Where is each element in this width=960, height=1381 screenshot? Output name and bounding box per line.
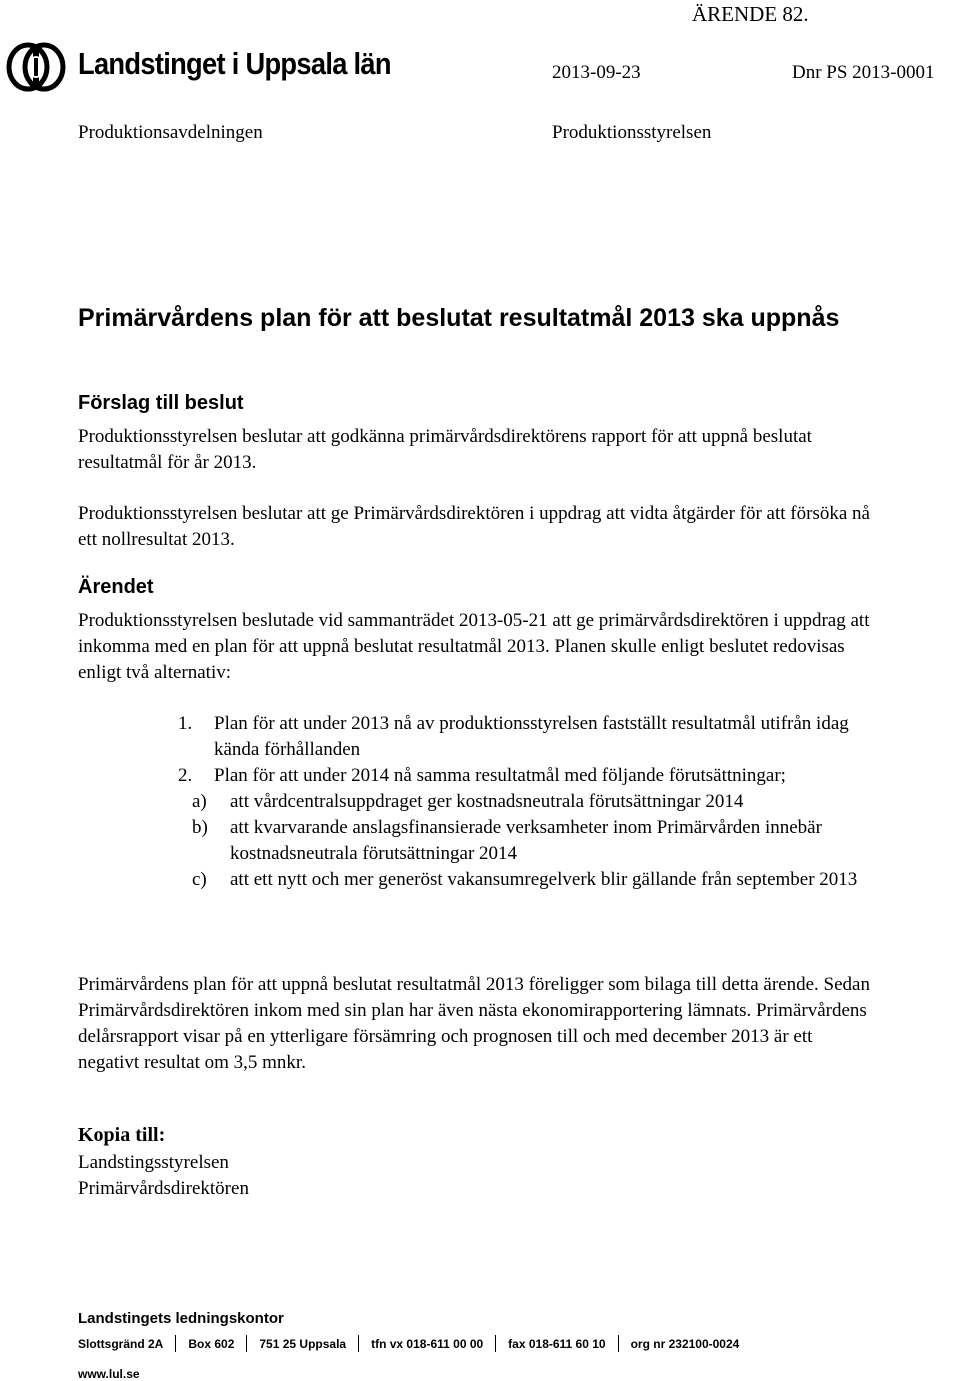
list-marker: c) [192,869,207,890]
registration-number: Dnr PS 2013-0001 [792,62,935,83]
footer-org-number: org nr 232100-0024 [630,1336,740,1351]
footer-postal: 751 25 Uppsala [259,1336,347,1351]
footer-divider [495,1335,496,1352]
copy-to-heading: Kopia till: [78,1124,166,1146]
footer-contact-line [78,1335,739,1352]
matter-intro-paragraph: Produktionsstyrelsen beslutade vid sammanträdet 2013-05-21 att ge primärvårdsdirektören i uppdrag att inkomma med en plan för att uppnå beslutat resultatmål 2013. Planen skulle enligt beslutet redovisas enligt två alternativ: [78,610,870,683]
list-item [178,763,878,789]
list-marker: 2. [178,765,193,786]
copy-to-list [78,1150,878,1202]
footer-divider [358,1335,359,1352]
proposal-paragraph: Produktionsstyrelsen beslutar att ge Primärvårdsdirektören i uppdrag att vidta åtgärder för att försöka nå ett nollresultat 2013. [78,503,870,550]
list-item-text: att kvarvarande anslagsfinansierade verksamheter inom Primärvården innebär kostnadsneutrala förutsättningar 2014 [230,817,822,864]
document-date: 2013-09-23 [552,62,641,83]
sender-department: Produktionsavdelningen [78,122,263,143]
copy-recipient: Primärvårdsdirektören [78,1178,249,1199]
footer-divider [175,1335,176,1352]
copy-recipient: Landstingsstyrelsen [78,1152,229,1173]
footer-office-name: Landstingets ledningskontor [78,1310,284,1327]
organization-logo [4,36,391,96]
proposal-paragraph: Produktionsstyrelsen beslutar att godkänna primärvårdsdirektörens rapport för att uppnå beslutat resultatmål för år 2013. [78,426,812,473]
list-marker: a) [192,791,207,812]
footer-fax: fax 018-611 60 10 [508,1336,606,1351]
matter-heading: Ärendet [78,576,154,598]
sub-list-item [178,815,878,867]
sub-list-item [178,867,878,893]
matter-conclusion-paragraph: Primärvårdens plan för att uppnå beslutat resultatmål 2013 föreligger som bilaga till detta ärende. Sedan Primärvårdsdirektören inkom med sin plan har även nästa ekonomirapportering lämnats. Primärvårdens delårsrapport visar på en ytterligare försämring och prognosen till och med december 2013 är ett negativt resultat om 3,5 mnkr. [78,974,870,1073]
list-marker: b) [192,817,208,838]
arende-reference: ÄRENDE 82. [692,2,809,26]
proposal-heading: Förslag till beslut [78,392,244,414]
footer-divider [246,1335,247,1352]
footer-website-link[interactable]: www.lul.se [78,1367,140,1381]
footer-phone: tfn vx 018-611 00 00 [371,1336,484,1351]
organization-wordmark: Landstinget i Uppsala län [78,46,391,81]
footer-box: Box 602 [188,1336,235,1351]
list-item-text: att ett nytt och mer generöst vakansumregelverk blir gällande från september 2013 [230,869,858,890]
footer-divider [618,1335,619,1352]
list-item [178,711,878,763]
recipient-board: Produktionsstyrelsen [552,122,712,143]
list-item-text: Plan för att under 2013 nå av produktionsstyrelsen fastställt resultatmål utifrån idag kända förhållanden [214,713,849,760]
sub-list-item [178,789,878,815]
alternatives-list [178,711,878,893]
list-marker: 1. [178,713,193,734]
logo-emblem-icon [4,36,68,96]
list-item-text: Plan för att under 2014 nå samma resultatmål med följande förutsättningar; [214,765,786,786]
list-item-text: att vårdcentralsuppdraget ger kostnadsneutrala förutsättningar 2014 [230,791,744,812]
document-title: Primärvårdens plan för att beslutat resultatmål 2013 ska uppnås [78,304,840,332]
footer-address: Slottsgränd 2A [78,1336,164,1351]
